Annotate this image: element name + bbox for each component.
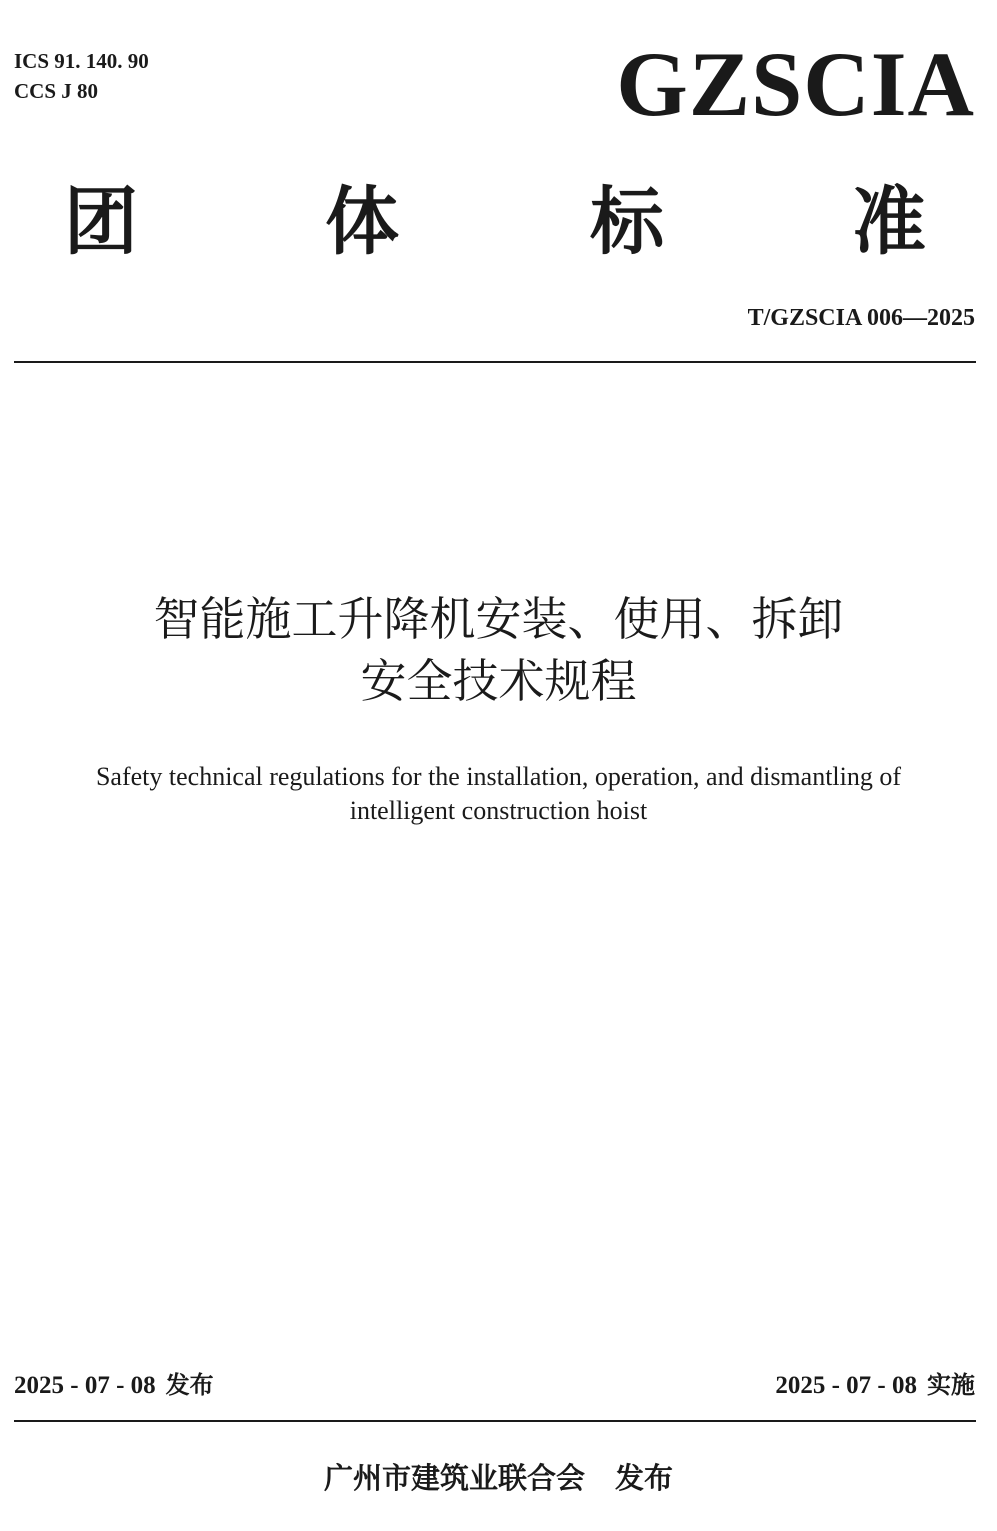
- publisher-action: 发布: [615, 1461, 674, 1495]
- doc-type-char-1: 团: [64, 179, 138, 265]
- english-title: [0, 760, 997, 828]
- chinese-title-line-2: 安全技术规程: [360, 654, 637, 708]
- implement-date-block: [775, 1369, 975, 1402]
- classification-codes: [14, 46, 149, 106]
- implement-label: 实施: [927, 1371, 975, 1399]
- doc-type-char-4: 准: [852, 179, 926, 265]
- document-type-heading: [64, 179, 926, 265]
- implement-date: 2025 - 07 - 08: [775, 1372, 917, 1399]
- english-title-line-1: Safety technical regulations for the installation, operation, and dismantling of: [95, 762, 902, 791]
- chinese-title: [0, 588, 997, 712]
- brand-logo-text: GZSCIA: [616, 33, 975, 135]
- publisher-name: 广州市建筑业联合会: [323, 1461, 585, 1495]
- doc-type-char-2: 体: [325, 179, 399, 265]
- ics-code: ICS 91. 140. 90: [14, 49, 149, 73]
- ccs-code: CCS J 80: [14, 79, 99, 103]
- doc-type-char-3: 标: [590, 179, 664, 265]
- top-divider: [14, 361, 976, 363]
- publish-date-block: [14, 1369, 214, 1402]
- publisher-line: [0, 1458, 997, 1498]
- standard-number: T/GZSCIA 006—2025: [747, 305, 975, 331]
- bottom-divider: [14, 1420, 976, 1422]
- publish-label: 发布: [165, 1371, 214, 1399]
- publish-date: 2025 - 07 - 08: [14, 1372, 156, 1399]
- english-title-line-2: intelligent construction hoist: [349, 796, 648, 825]
- chinese-title-line-1: 智能施工升降机安装、使用、拆卸: [153, 592, 844, 646]
